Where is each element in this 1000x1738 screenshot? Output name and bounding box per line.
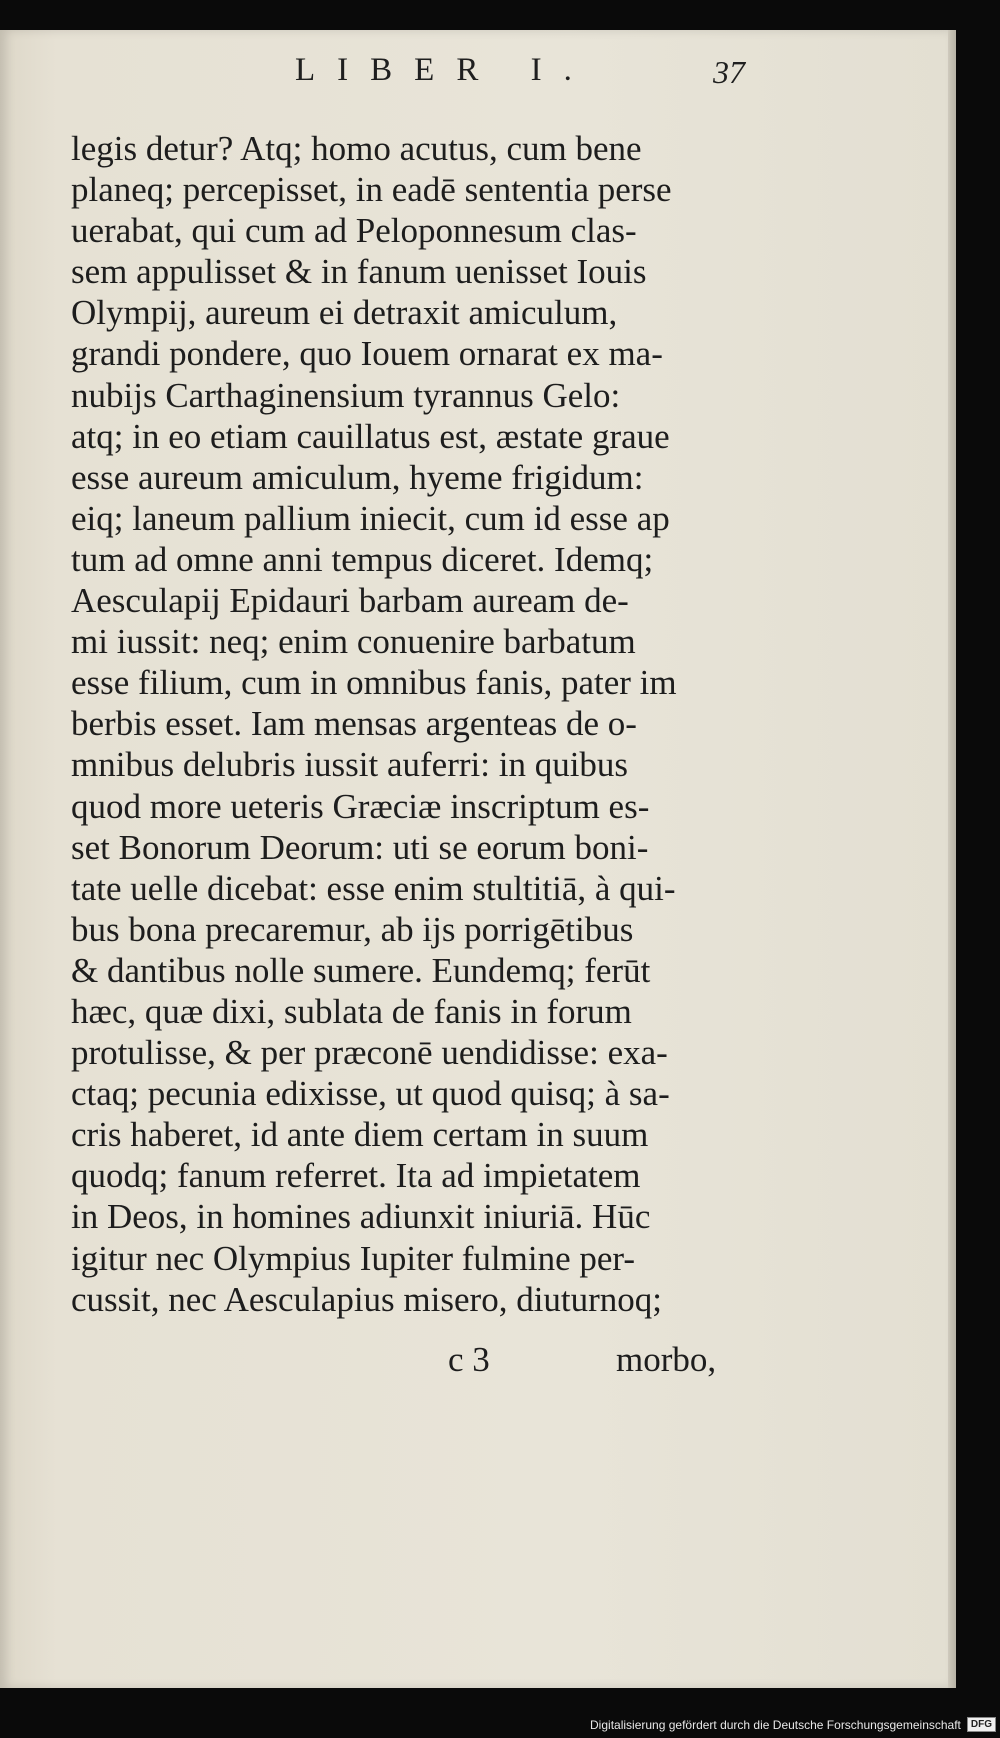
text-line: eiq; laneum pallium iniecit, cum id esse ap [71,498,670,538]
text-line: atq; in eo etiam cauillatus est, æstate graue [71,416,670,456]
running-head [0,52,948,92]
text-line: mnibus delubris iussit auferri: in quibus [71,745,629,785]
text-line: Aesculapij Epidauri barbam auream de- [71,581,629,621]
text-line: protulisse, & per præconē uendidisse: exa- [71,1033,668,1073]
text-line: igitur nec Olympius Iupiter fulmine per- [71,1238,636,1278]
text-line: planeq; percepisset, in eadē sententia perse [71,170,672,210]
dfg-logo: DFG [967,1717,996,1732]
page-number: 37 [713,54,745,90]
catch-line [0,1340,948,1384]
catchword: morbo, [616,1340,717,1379]
footer-credit [590,1717,996,1732]
text-line: cris haberet, id ante diem certam in suum [71,1115,649,1155]
text-line: tate uelle dicebat: esse enim stultitiā, à qui- [71,868,676,908]
text-line: uerabat, qui cum ad Peloponnesum clas- [71,211,637,251]
text-line: & dantibus nolle sumere. Eundemq; ferūt [71,950,651,990]
text-line: sem appulisset & in fanum uenisset Iouis [71,252,647,292]
text-line: tum ad omne anni tempus diceret. Idemq; [71,539,654,579]
text-line: set Bonorum Deorum: uti se eorum boni- [71,827,649,867]
text-block [71,128,751,1320]
text-line: mi iussit: neq; enim conuenire barbatum [71,622,636,662]
text-line: grandi pondere, quo Iouem ornarat ex ma- [71,334,663,374]
text-line: Olympij, aureum ei detraxit amiculum, [71,293,618,333]
text-line: hæc, quæ dixi, sublata de fanis in forum [71,991,632,1031]
running-title: LIBER I. [295,52,594,88]
text-line: nubijs Carthaginensium tyrannus Gelo: [71,375,621,415]
text-line: cussit, nec Aesculapius misero, diuturnoq; [71,1279,663,1319]
text-line: berbis esset. Iam mensas argenteas de o- [71,704,637,744]
signature-mark: c 3 [448,1340,490,1379]
text-line: quodq; fanum referret. Ita ad impietatem [71,1156,641,1196]
text-line: in Deos, in homines adiunxit iniuriā. Hūc [71,1197,651,1237]
page-edge [948,30,956,1688]
text-line: ctaq; pecunia edixisse, ut quod quisq; à sa- [71,1074,670,1114]
footer-credit-text: Digitalisierung gefördert durch die Deutsche Forschungsgemeinschaft [590,1717,961,1732]
text-line: quod more ueteris Græciæ inscriptum es- [71,786,650,826]
text-line: esse filium, cum in omnibus fanis, pater im [71,663,677,703]
text-line: bus bona precaremur, ab ijs porrigētibus [71,909,634,949]
text-line: esse aureum amiculum, hyeme frigidum: [71,457,644,497]
text-line: legis detur? Atq; homo acutus, cum bene [71,129,642,168]
